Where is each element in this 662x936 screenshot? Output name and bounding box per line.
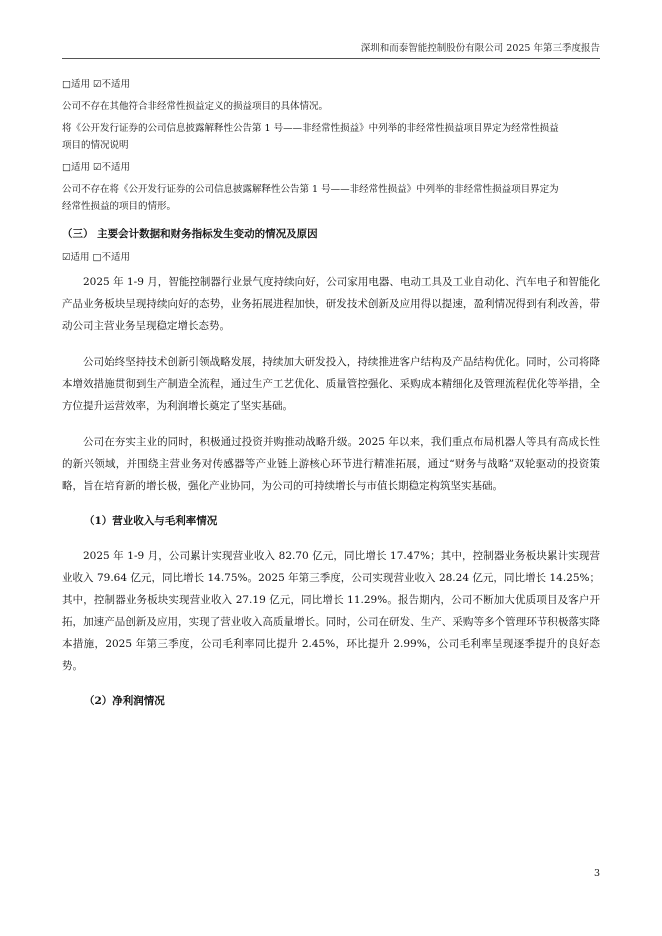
section-heading: （三） 主要会计数据和财务指标发生变动的情况及原因	[62, 228, 318, 240]
no-other-items-note: 公司不存在其他符合非经常性损益定义的损益项目的具体情况。	[62, 101, 329, 112]
applicable-checkbox-3: ☑适用 □不适用	[62, 252, 131, 263]
classification-note-line-2: 项目的情况说明	[62, 140, 129, 151]
subheading-revenue-margin: （1）营业收入与毛利率情况	[84, 515, 218, 527]
classification-statement-line-2: 经常性损益的项目的情形。	[62, 201, 177, 212]
classification-statement-line-1: 公司不存在将《公开发行证券的公司信息披露解释性公告第 1 号——非经常性损益》中列举的非经常性损益项目界定为	[62, 184, 559, 195]
applicable-checkbox-1: □适用 ☑不适用	[62, 79, 131, 90]
page-number: 3	[593, 868, 600, 879]
paragraph-investment-strategy: 公司在夯实主业的同时，积极通过投资并购推动战略升级。2025 年以来，我们重点布局机器人等具有高成长性的新兴领域，并围绕主营业务对传感器等产业链上游核心环节进行精准拓展，通过“财务与战略”双轮驱动的投资策略，旨在培育新的增长极，强化产业协同，为公司的可持续增长与市值长期稳定构筑坚实基础。	[62, 436, 600, 492]
paragraph-industry-overview: 2025 年 1-9 月，智能控制器行业景气度持续向好，公司家用电器、电动工具及工业自动化、汽车电子和智能化产品业务板块呈现持续向好的态势，业务拓展进程加快，研发技术创新及应用得以提速，盈利情况得到有利改善，带动公司主营业务呈现稳定增长态势。	[62, 276, 600, 332]
applicable-checkbox-2: □适用 ☑不适用	[62, 162, 131, 173]
classification-note-line-1: 将《公开发行证券的公司信息披露解释性公告第 1 号——非经常性损益》中列举的非经常性损益项目界定为经常性损益	[62, 123, 559, 134]
paragraph-revenue-margin: 2025 年 1-9 月，公司累计实现营业收入 82.70 亿元，同比增长 17.47%；其中，控制器业务板块累计实现营业收入 79.64 亿元，同比增长 14.75%。2025 年第三季度，公司实现营业收入 28.24 亿元，同比增长 14.25%；其中，控制器业务板块实现营业收入 27.19 亿元，同比增长 11.29%。报告期内，公司不断加大优质项目及客户开拓，加速产品创新及应用，实现了营业收入高质量增长。同时，公司在研发、生产、采购等多个管理环节积极落实降本措施，2025 年第三季度，公司毛利率同比提升 2.45%，环比提升 2.99%，公司毛利率呈现逐季提升的良好态势。	[62, 550, 600, 672]
subheading-net-profit: （2）净利润情况	[84, 695, 165, 707]
report-header: 深圳和而泰智能控制股份有限公司 2025 年第三季度报告	[62, 40, 600, 59]
paragraph-tech-innovation: 公司始终坚持技术创新引领战略发展，持续加大研发投入，持续推进客户结构及产品结构优化。同时，公司将降本增效措施贯彻到生产制造全流程，通过生产工艺优化、质量管控强化、采购成本精细化及管理流程优化等举措，全方位提升运营效率，为利润增长奠定了坚实基础。	[62, 356, 600, 412]
page-content	[62, 76, 600, 711]
